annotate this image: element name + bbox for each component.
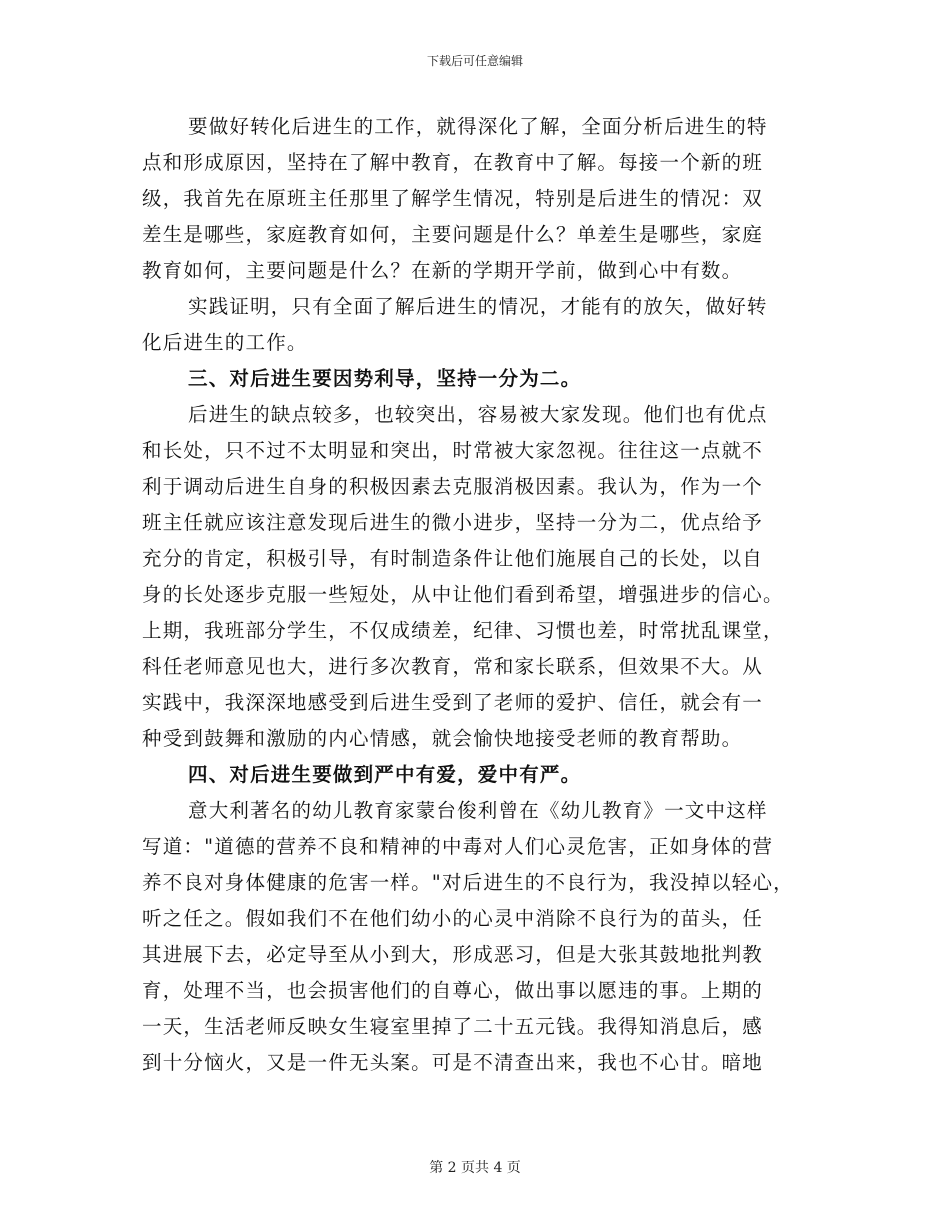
paragraph-line: 和长处，只不过不太明显和突出，时常被大家忽视。往往这一点就不 — [142, 439, 764, 462]
paragraph-line: 听之任之。假如我们不在他们幼小的心灵中消除不良行为的苗头，任 — [142, 907, 764, 930]
section-heading: 四、对后进生要做到严中有爱，爱中有严。 — [188, 763, 582, 786]
section-heading: 三、对后进生要因势利导，坚持一分为二。 — [188, 367, 582, 390]
paragraph-line: 差生是哪些，家庭教育如何，主要问题是什么？单差生是哪些，家庭 — [142, 223, 764, 246]
paragraph-line: 化后进生的工作。 — [142, 331, 308, 354]
paragraph-line: 其进展下去，必定导至从小到大，形成恶习，但是大张其鼓地批判教 — [142, 943, 764, 966]
paragraph-line: 实践中，我深深地感受到后进生受到了老师的爱护、信任，就会有一 — [142, 691, 764, 714]
paragraph-line: 一天，生活老师反映女生寝室里掉了二十五元钱。我得知消息后，感 — [142, 1015, 764, 1038]
paragraph-line: 养不良对身体健康的危害一样。"对后进生的不良行为，我没掉以轻心， — [142, 871, 794, 894]
paragraph-line: 点和形成原因，坚持在了解中教育，在教育中了解。每接一个新的班 — [142, 151, 764, 174]
paragraph-line: 要做好转化后进生的工作，就得深化了解，全面分析后进生的特 — [188, 115, 768, 138]
paragraph-line: 级，我首先在原班主任那里了解学生情况，特别是后进生的情况：双 — [142, 187, 764, 210]
paragraph-line: 上期，我班部分学生，不仅成绩差，纪律、习惯也差，时常扰乱课堂， — [142, 619, 784, 642]
paragraph-line: 后进生的缺点较多，也较突出，容易被大家发现。他们也有优点 — [188, 403, 768, 426]
paragraph-line: 班主任就应该注意发现后进生的微小进步，坚持一分为二，优点给予 — [142, 511, 764, 534]
paragraph-line: 身的长处逐步克服一些短处，从中让他们看到希望，增强进步的信心。 — [142, 583, 784, 606]
page-header: 下载后可任意编辑 — [426, 54, 523, 68]
page-footer: 第 2 页共 4 页 — [429, 1160, 521, 1176]
paragraph-line: 充分的肯定，积极引导，有时制造条件让他们施展自己的长处，以自 — [142, 547, 764, 570]
paragraph-line: 科任老师意见也大，进行多次教育，常和家长联系，但效果不大。从 — [142, 655, 764, 678]
paragraph-line: 意大利著名的幼儿教育家蒙台俊利曾在《幼儿教育》一文中这样 — [188, 799, 768, 822]
paragraph-line: 到十分恼火，又是一件无头案。可是不清查出来，我也不心甘。暗地 — [142, 1051, 764, 1074]
paragraph-line: 种受到鼓舞和激励的内心情感，就会愉快地接受老师的教育帮助。 — [142, 727, 743, 750]
paragraph-line: 教育如何，主要问题是什么？在新的学期开学前，做到心中有数。 — [142, 259, 743, 282]
paragraph-line: 实践证明，只有全面了解后进生的情况，才能有的放矢，做好转 — [188, 295, 768, 318]
paragraph-line: 写道："道德的营养不良和精神的中毒对人们心灵危害，正如身体的营 — [142, 835, 774, 858]
paragraph-line: 利于调动后进生自身的积极因素去克服消极因素。我认为，作为一个 — [142, 475, 764, 498]
paragraph-line: 育，处理不当，也会损害他们的自尊心，做出事以愿违的事。上期的 — [142, 979, 764, 1002]
